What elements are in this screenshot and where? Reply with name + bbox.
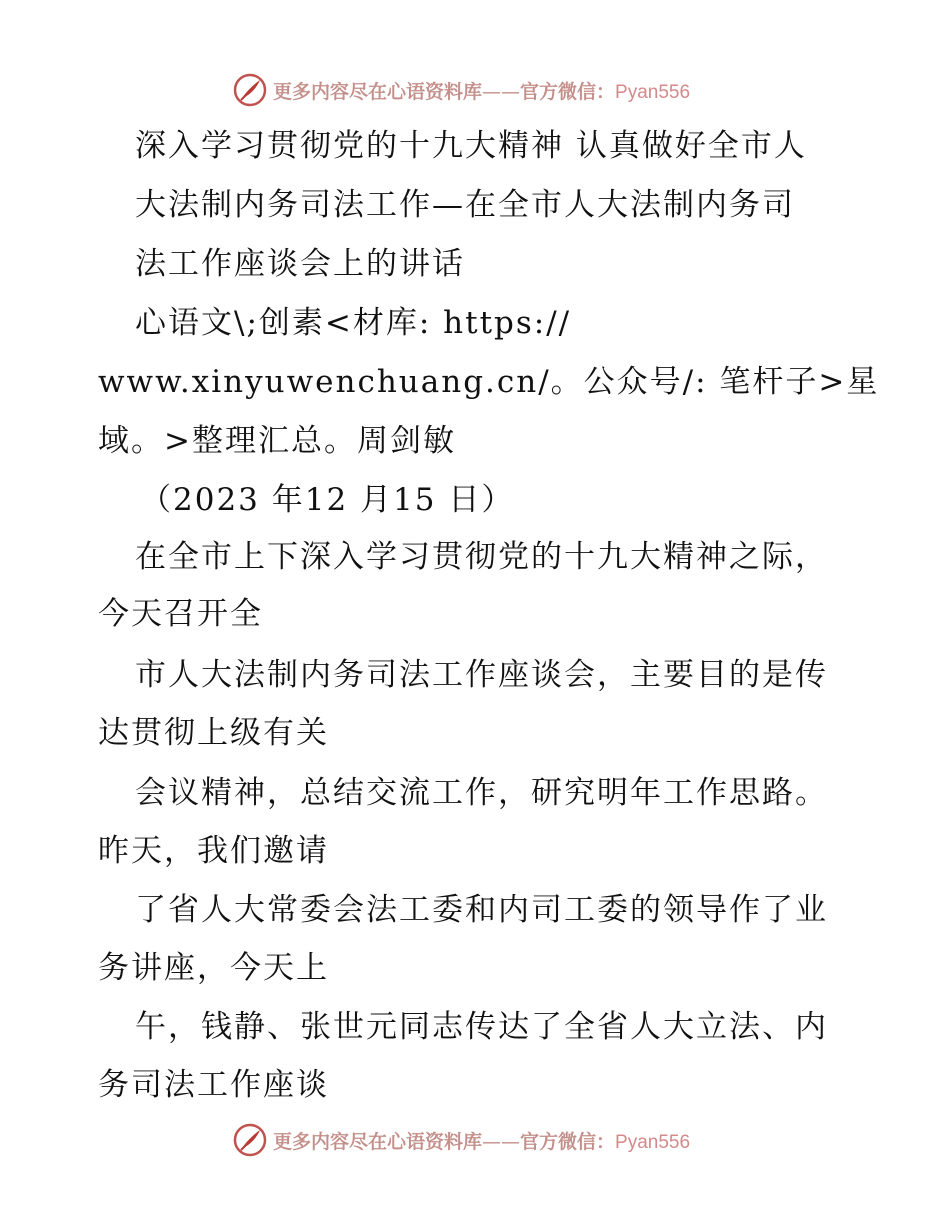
source-line-3: 域。>整理汇总。周剑敏	[98, 423, 456, 459]
title-line-1: 深入学习贯彻党的十九大精神 认真做好全市人	[135, 128, 807, 164]
title-line-3: 法工作座谈会上的讲话	[135, 246, 465, 282]
body-line: 务讲座，今天上	[98, 950, 329, 986]
title-line-2: 大法制内务司法工作—在全市人大法制内务司	[135, 187, 795, 223]
quill-circle-logo-icon	[233, 1123, 267, 1157]
quill-circle-logo-icon	[233, 73, 267, 107]
date-line: （2023 年12 月15 日）	[140, 482, 515, 518]
body-line: 在全市上下深入学习贯彻党的十九大精神之际，	[135, 539, 828, 575]
body-line: 会议精神，总结交流工作，研究明年工作思路。	[135, 775, 828, 811]
body-line: 务司法工作座谈	[98, 1067, 329, 1103]
header-banner	[0, 70, 950, 110]
source-line-2: www.xinyuwenchuang.cn/。公众号/: 笔杆子>星	[98, 364, 880, 400]
footer-banner	[0, 1120, 950, 1160]
body-line: 午，钱静、张世元同志传达了全省人大立法、内	[135, 1009, 828, 1045]
banner-text: 更多内容尽在心语资料库——官方微信：Pyan556	[273, 1130, 691, 1153]
body-line: 今天召开全	[98, 596, 263, 632]
source-line-1: 心语文\;创素<材库: https://	[135, 305, 572, 341]
body-line: 昨天，我们邀请	[98, 833, 329, 869]
body-line: 了省人大常委会法工委和内司工委的领导作了业	[135, 892, 828, 928]
body-line: 市人大法制内务司法工作座谈会，主要目的是传	[135, 657, 828, 693]
body-line: 达贯彻上级有关	[98, 715, 329, 751]
banner-text: 更多内容尽在心语资料库——官方微信：Pyan556	[273, 80, 691, 103]
